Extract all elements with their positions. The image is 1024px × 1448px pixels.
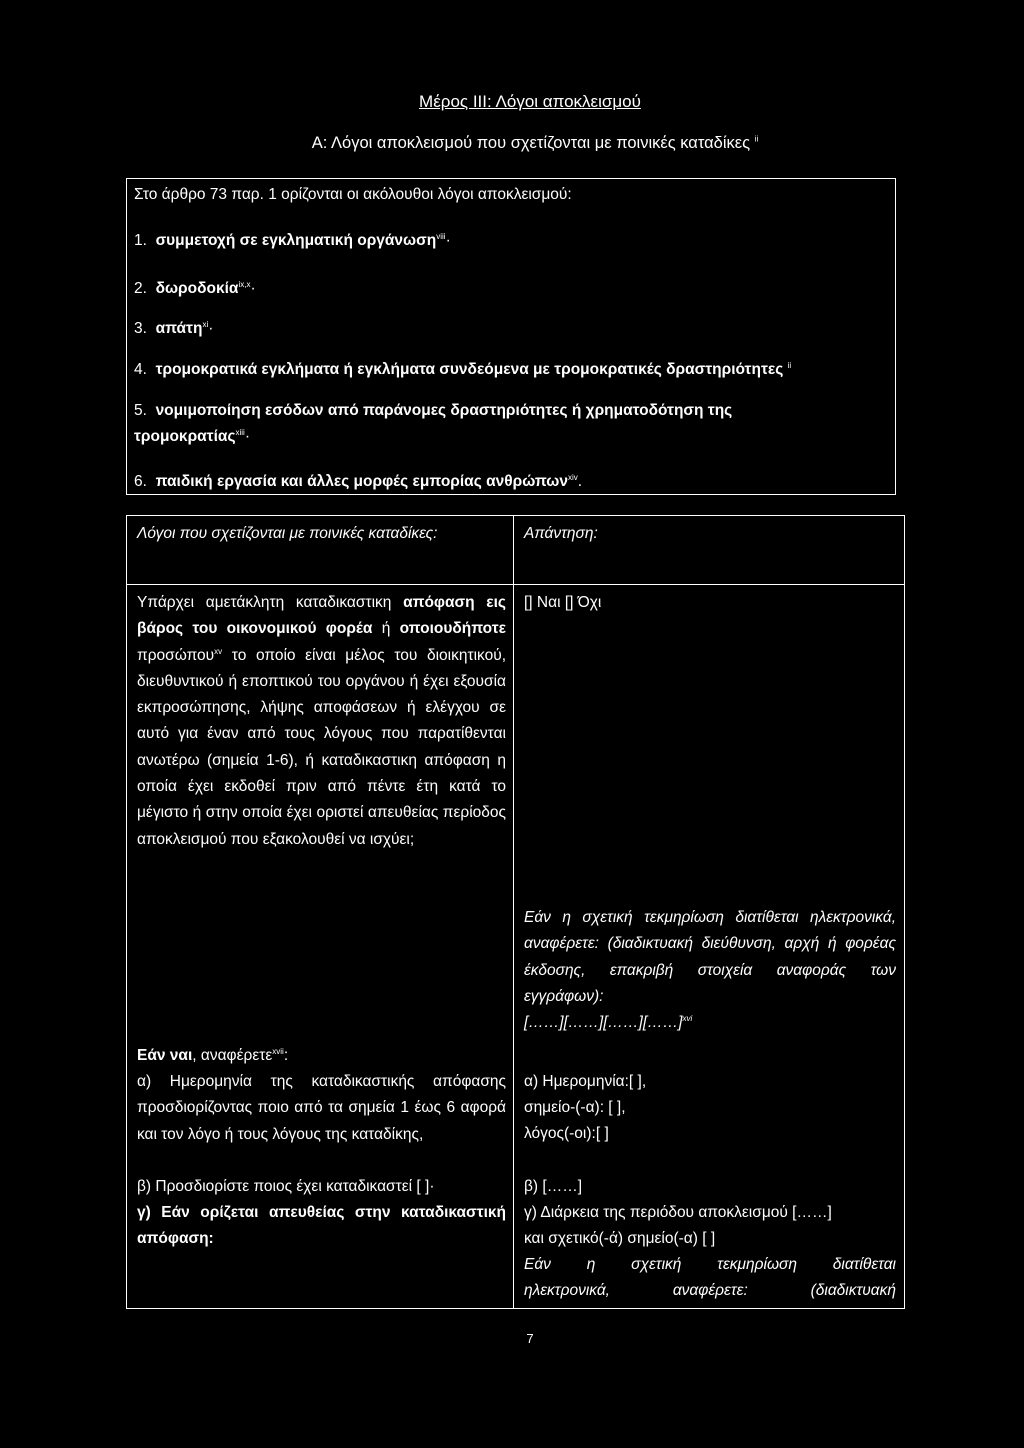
ground-text: συμμετοχή σε εγκληματική οργάνωση bbox=[155, 232, 437, 249]
ground-num: 3. bbox=[134, 320, 147, 337]
answer-c-duration[interactable]: γ) Διάρκεια της περιόδου αποκλεισμού [……] bbox=[524, 1204, 832, 1221]
ground-end: · bbox=[244, 428, 251, 445]
ground-num: 6. bbox=[134, 473, 147, 490]
electronic-note-2a: Εάν η σχετική τεκμηρίωση διατίθεται bbox=[524, 1256, 896, 1273]
if-yes-bold: Εάν ναι bbox=[137, 1047, 193, 1064]
ground-sup: ii bbox=[787, 360, 792, 370]
grounds-box bbox=[126, 178, 896, 495]
if-yes-label bbox=[137, 1043, 506, 1069]
section-title-text: Α: Λόγοι αποκλεισμού που σχετίζονται με ποινικές καταδίκες bbox=[311, 134, 751, 152]
if-yes-end: : bbox=[283, 1047, 289, 1064]
ground-text: τρομοκρατικά εγκλήματα ή εγκλήματα συνδεόμενα με τρομοκρατικές δραστηριότητες bbox=[155, 361, 784, 378]
answer-b[interactable]: β) [……] bbox=[524, 1178, 582, 1195]
ground-num: 1. bbox=[134, 232, 147, 249]
q1-sup: xv bbox=[214, 646, 223, 656]
header-right: Απάντηση: bbox=[524, 525, 598, 542]
ground-sup: xiii bbox=[235, 427, 245, 437]
ground-item-4 bbox=[134, 357, 791, 383]
question-b: β) Προσδιορίστε ποιος έχει καταδικαστεί [ ]· bbox=[137, 1178, 435, 1195]
answer-a-point[interactable]: σημείο-(-α): [ ], bbox=[524, 1099, 626, 1116]
header-left: Λόγοι που σχετίζονται με ποινικές καταδίκες: bbox=[137, 525, 438, 542]
ground-num: 5. bbox=[134, 402, 147, 419]
ground-item-3 bbox=[134, 316, 213, 342]
question-c: γ) Εάν ορίζεται απευθείας στην καταδικαστική απόφαση: bbox=[137, 1204, 506, 1248]
electronic-blank[interactable]: [……][……][……][……] bbox=[524, 1014, 683, 1032]
q1-bold2: οποιουδήποτε bbox=[399, 620, 506, 638]
question-1 bbox=[137, 590, 506, 853]
q1-part1: Υπάρχει αμετάκλητη καταδικαστικη bbox=[137, 594, 392, 611]
ground-text: παιδική εργασία και άλλες μορφές εμπορίας ανθρώπων bbox=[155, 473, 569, 490]
ground-end: · bbox=[250, 280, 256, 297]
ground-item-2 bbox=[134, 276, 256, 302]
electronic-sup: xvi bbox=[682, 1014, 693, 1024]
answer-a-date[interactable]: α) Ημερομηνία:[ ], bbox=[524, 1073, 647, 1090]
question-a: α) Ημερομηνία της καταδικαστικής απόφασης προσδιορίζοντας ποιο από τα σημεία 1 έως 6 αφορά και τον λόγο ή τους λόγους της καταδίκης, bbox=[137, 1073, 506, 1143]
if-yes-rest: , αναφέρετε bbox=[192, 1047, 273, 1064]
answer-a-reason[interactable]: λόγος(-οι):[ ] bbox=[524, 1125, 609, 1142]
convictions-table bbox=[126, 515, 905, 1309]
column-divider bbox=[513, 516, 514, 1308]
ground-num: 4. bbox=[134, 361, 147, 378]
section-title bbox=[0, 134, 1024, 153]
q1-bold1: απόφαση εις βάρος του οικονομικού φορέα bbox=[137, 594, 506, 638]
electronic-note-text: Εάν η σχετική τεκμηρίωση διατίθεται ηλεκτρονικά, αναφέρετε: (διαδικτυακή διεύθυνση, αρχή ή φορέας έκδοσης, επακριβή στοιχεία αναφοράς των εγγράφων): bbox=[524, 909, 896, 1005]
ground-num: 2. bbox=[134, 280, 147, 297]
q1-part2: ή bbox=[381, 620, 391, 638]
electronic-note bbox=[524, 905, 896, 1036]
ground-item-5 bbox=[134, 398, 732, 450]
grounds-intro: Στο άρθρο 73 παρ. 1 ορίζονται οι ακόλουθοι λόγοι αποκλεισμού: bbox=[134, 186, 572, 203]
ground-text: δωροδοκία bbox=[155, 280, 239, 297]
q1-part3: προσώπου bbox=[137, 646, 215, 664]
ground-item-6 bbox=[134, 469, 582, 495]
page-number: 7 bbox=[526, 1331, 534, 1346]
ground-text-cont: τρομοκρατίας bbox=[134, 428, 236, 445]
ground-end: . bbox=[577, 473, 583, 490]
section-title-sup: ii bbox=[754, 134, 759, 144]
header-divider bbox=[127, 584, 904, 585]
part-title: Μέρος ΙΙΙ: Λόγοι αποκλεισμού bbox=[419, 92, 641, 111]
ground-text: απάτη bbox=[155, 320, 203, 337]
ground-sup: xiv bbox=[568, 472, 578, 482]
ground-text: νομιμοποίηση εσόδων από παράνομες δραστηριότητες ή χρηματοδότηση της bbox=[155, 402, 733, 419]
ground-item-1 bbox=[134, 228, 451, 254]
q1-part4: το οποίο είναι μέλος του διοικητικού, διευθυντικού ή εποπτικού του οργάνου ή έχει εξουσία εκπροσώπησης, λήψης αποφάσεων ή ελέγχου σε αυτό για έναν από τους λόγους που παρατίθενται ανωτέρω (σημεία 1-6), ή καταδικαστικη απόφαση η οποία έχει εκδοθεί πριν από πέντε έτη κατά το μέγιστο ή στην οποία έχει οριστεί απευθείας περίοδος αποκλεισμού που εξακολουθεί να ισχύει; bbox=[137, 646, 507, 848]
ground-sup: viii bbox=[436, 231, 446, 241]
answer-yes-no[interactable]: [] Ναι [] Όχι bbox=[524, 594, 602, 611]
ground-end: · bbox=[208, 320, 214, 337]
electronic-note-2b: ηλεκτρονικά, αναφέρετε: (διαδικτυακή bbox=[524, 1282, 896, 1299]
if-yes-sup: xvii bbox=[272, 1046, 284, 1056]
ground-sup: xi bbox=[202, 319, 209, 329]
ground-end: · bbox=[445, 232, 451, 249]
answer-c-point[interactable]: και σχετικό(-ά) σημείο(-α) [ ] bbox=[524, 1230, 716, 1247]
ground-sup: ix,x bbox=[238, 279, 251, 289]
